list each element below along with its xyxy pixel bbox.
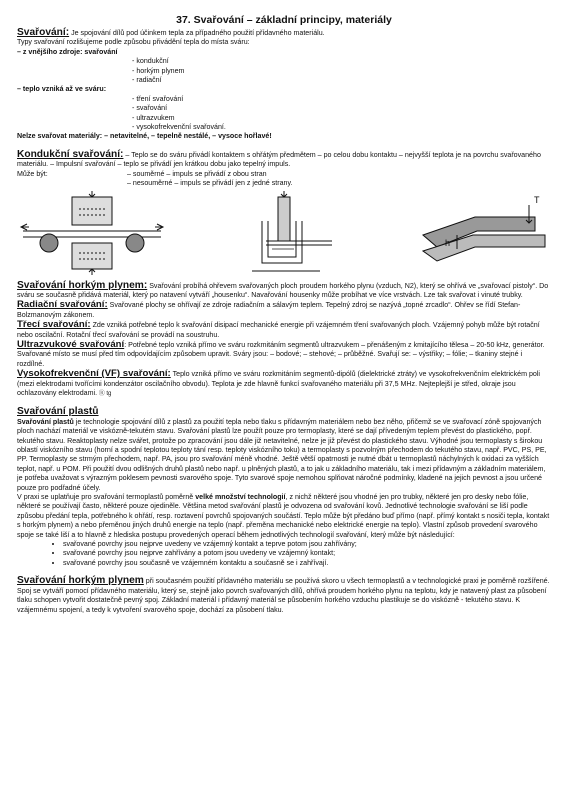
list-item: - kondukční xyxy=(132,57,169,66)
kondukcni-paragraph xyxy=(17,150,551,170)
materials-label: Nelze svařovat materiály: xyxy=(17,132,103,141)
section-heading-svarovani: Svařování: xyxy=(17,27,70,38)
figure-label-t: T xyxy=(534,194,540,205)
page-title: 37. Svařování – základní principy, materiály xyxy=(176,14,392,26)
intro-line2: Typy svařování rozlišujeme podle způsobu přivádění tepla do místa sváru: xyxy=(17,38,250,47)
treci-paragraph xyxy=(17,320,551,340)
section-heading-horkym: Svařování horkým plynem: xyxy=(17,279,148,291)
plastu-p1-bold: Svařování plastů xyxy=(17,417,74,426)
horkym2-paragraph xyxy=(17,576,551,615)
external-list xyxy=(17,57,551,85)
option-nesoumerne: – nesouměrné – impuls se přivádí jen z jedné strany. xyxy=(127,179,293,188)
list-item: - tření svařování xyxy=(132,94,184,103)
ultrazvuk-paragraph xyxy=(17,340,551,369)
section-heading-treci: Třecí svařování: xyxy=(17,319,91,331)
horkym2-text: při současném použití přídavného materiálu se používá skoro u všech termoplastů a v technologické praxi je poměrně rozšířené. Spoj se vytváří pomocí přídavného materiálu, který se, stejně jako povrch svařovaných dílů, ohřívá proudem horkého plynu na teplotu, kdy je natavený plast za působení tlaku schopen vytvořit dostatečně pevný spoj. Základní materiál i přídavný materiál se působením horkého vzduchu plastikuje se do viskózně - tekutého stavu. K vzájemnému spojení, a tedy k vytvoření svarového spoje, dochází za působení tlaku. xyxy=(17,577,550,614)
section-heading-radiacni: Radiační svařování: xyxy=(17,299,108,311)
document-page xyxy=(17,14,551,615)
list-item: - vysokofrekvenční svařování. xyxy=(132,123,226,132)
welding-figures xyxy=(17,191,551,277)
list-item: • svařované povrchy jsou současně ve vzájemném kontaktu a současně se i zahřívají. xyxy=(63,559,551,568)
list-item: - radiační xyxy=(132,76,162,85)
section-heading-vf: Vysokofrekvenční (VF) svařování: xyxy=(17,368,171,380)
materials-text: – netavitelné, – tepelně nestálé, – vysoce hořlavé! xyxy=(102,132,272,141)
radiacni-paragraph xyxy=(17,300,551,320)
treci-text: Zde vzniká potřebné teplo k svařování disipací mechanické energie při vzájemném tření svařovaných ploch. Vzájemný pohyb může být rotační nebo oscilační. Rotační třecí svařování se provádí na soustruhu. xyxy=(17,321,540,339)
plastu-heading-line xyxy=(17,407,551,417)
horkym-paragraph xyxy=(17,281,551,301)
figure-symmetric-impulse xyxy=(17,191,167,275)
list-item: • svařované povrchy jsou nejprve uvedeny ve vzájemný kontakt a teprve potom jsou zahřívány; xyxy=(63,540,551,549)
plastu-bullet-list xyxy=(17,540,551,568)
vf-text: Teplo vzniká přímo ve sváru rozkmitáním segmentů-dipólů (dielektrické ztráty) ve vysokofrekvenčním elektrickém poli (mezi elektrodami tvořícími kondenzátor oscilačního obvodu). Teplota je zde hlavně funkcí svařovaného materiálu při 37,5 MHz. Nejteplejší je střed, okraje jsou ochlazovány elektrodami. xyxy=(17,370,541,397)
section-heading-horkym2: Svařování horkým plynem xyxy=(17,575,144,587)
figure-label-h: h xyxy=(445,237,451,248)
option-soumerne: – souměrné – impuls se přivádí z obou stran xyxy=(127,169,267,178)
horkym-text: Svařování probíhá ohřevem svařovaných ploch proudem horkého plynu (vzduch, N2), který se ohřívá ve „svařovací pistoly“. Do sváru se současně přidává materiál, který po natavení vytváří „housenku“. Navařování housenky může probíhat ve více vrstvách. Lze tak svařovat i vinuté trubky. xyxy=(17,281,549,299)
plastu-paragraph-1 xyxy=(17,418,551,493)
list-item: - ultrazvukem xyxy=(132,113,175,122)
figure-asymmetric-impulse xyxy=(232,191,342,275)
intro-paragraph xyxy=(17,28,551,38)
vf-paragraph xyxy=(17,369,551,399)
kondukcni-options xyxy=(17,170,551,189)
plastu-p2b: , z nichž některé jsou vhodné jen pro trubky, některé jen pro desky nebo fólie, některé se používají často, některé pouze ojediněle. Většina metod svařování plastů je odvozena od svařování kovů. Jednotlivé technologie svařování se liší podle způsobu předání tepla, potřebného k ohřátí, resp. roztavení povrchů spojovaných součástí. Teplo může být předáno buď přímo (např. přímý kontakt s nosiči tepla, kontakt s horkým plynem) a nebo přeměnou jiných druhů energie na teplo (např. přeměna mechanické nebo elektrické energie na teplo). Vlastní způsob provedení svarového spoje se také liší a to hlavně z hlediska postupu provedených operací během jednotlivých technologií svařování, který může být následující: xyxy=(17,493,550,539)
kondukcni-text: – Teplo se do sváru přivádí kontaktem s ohřátým předmětem – po celou dobu kontaktu – nejvyšší teplota je na povrchu svařovaného materiálu. – Impulsní svařování – teplo se přivádí jen krátkou dobu jako tepelný impuls. xyxy=(17,150,541,169)
intro-text: Je spojování dílů pod účinkem tepla za případného použití přídavného materiálu. xyxy=(69,29,325,37)
internal-source-label: – teplo vzniká až ve sváru: xyxy=(17,85,107,94)
plastu-p1-text: je technologie spojování dílů z plastů za použití tepla nebo tlaku s přídavným materiálem nebo bez něho, přičemž se ve svařovací zóně spojovaných ploch nachází materiál ve viskózně-tekutém stavu. Svařování plastů lze použít pouze pro termoplasty, které se dají přívedeným teplem převést do plastického, popř. tekutého stavu. Reaktoplasty nelze svářet, protože po zpracování jsou dále již netavitelné, nelze je již převést do plastického stavu. Výhodné jsou termoplasty s širokou oblastí viskózního stavu (horní a spodní teplotou teploty tání resp. teploty viskózního toku) a termoplasty s pozvolným přechodem do tekutého stavu, např. PVC, PS, PE, PP. Termoplasty se strmým přechodem, např. PA, jsou pro svařování méně vhodné. Ještě větší opatrnosti je nutné dbát u termoplastů náchylných k oxidaci za vyšších teplot, např. u POM. Při použití dvou odlišných druhů plastů nebo např. u plněných plastů, a to jak u základního materiálu, tak i mezi přídavným a základním materiálem, je potřeba uvažovat s výrazným poklesem pevnosti svarového spoje. Tyto svarové spoje nemohou splňovat náročné podmínky, kladené na jejich pevnost a jsou určené pouze pro podřadné účely. xyxy=(17,417,547,492)
ultrazvuk-text: : Potřebné teplo vzniká přímo ve sváru rozkmitáním segmentů ultrazvukem – přenášeným z kmitajícího tělesa – 20-50 kHz, generátor. Svařované místo se musí před tím odpovídajícím způsobem upravit. Sváry jsou: – bodové; – stehové; – průběžné. Svařují se: – výstřiky; – fólie; – tkaniny stejné i rozdílné. xyxy=(17,340,545,368)
materials-line xyxy=(17,132,551,141)
plastu-paragraph-2 xyxy=(17,493,551,540)
external-source-label: – z vnějšího zdroje: svařování xyxy=(17,47,118,56)
vf-tail: Ⓡ tg xyxy=(97,390,112,397)
list-item: - horkým plynem xyxy=(132,66,185,75)
plastu-p2-bold: velké množství technologií xyxy=(195,493,286,502)
figure-heated-wedge xyxy=(417,191,551,275)
internal-list xyxy=(17,95,551,133)
section-heading-plastu: Svařování plastů xyxy=(17,406,99,418)
list-item: • svařované povrchy jsou nejprve zahřívány a potom jsou uvedeny ve vzájemný kontakt; xyxy=(63,549,551,558)
plastu-p2a: V praxi se uplatňuje pro svařování termoplastů poměrně xyxy=(17,493,196,502)
list-item: - svařování xyxy=(132,104,168,113)
section-heading-kondukcni: Kondukční svařování: xyxy=(17,148,124,160)
radiacni-text: Svařované plochy se ohřívají ze zdroje radiačním a sálavým teplem. Tepelný zdroj se nazývá „topné zrcadlo“. Ohřev se řídí Stefan- Bolzmanovým zákonem. xyxy=(17,301,521,319)
muze-label: Může být: xyxy=(17,169,48,178)
section-heading-ultrazvuk: Ultrazvukové svařování xyxy=(17,338,125,350)
